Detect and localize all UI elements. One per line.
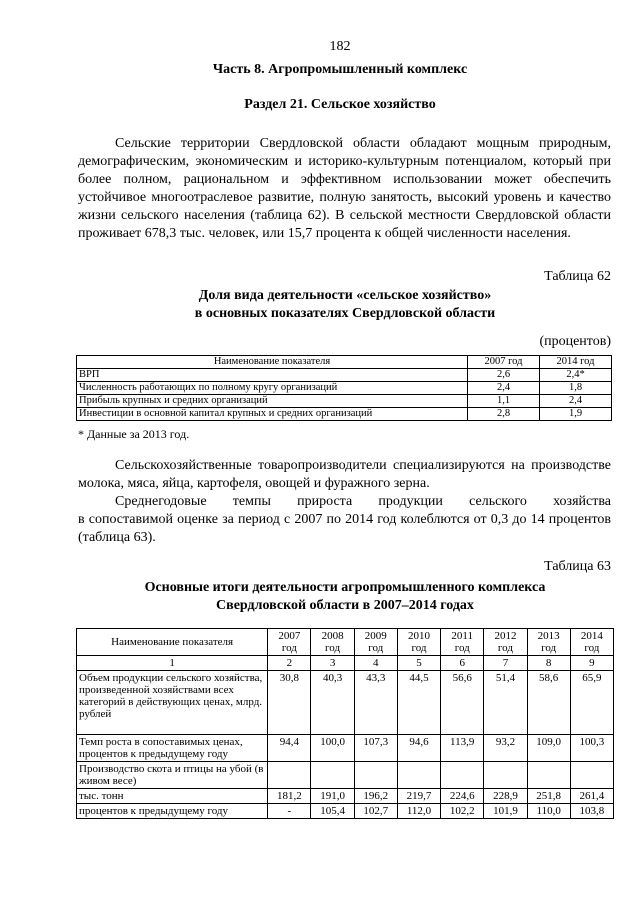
header-name: Наименование показателя xyxy=(77,356,468,369)
column-number: 2 xyxy=(268,656,311,671)
table-62-title-line-1: Доля вида деятельности «сельское хозяйство» xyxy=(198,288,492,303)
section-title: Раздел 21. Сельское хозяйство xyxy=(244,97,436,112)
row-name: тыс. тонн xyxy=(77,789,268,804)
year: 2011 xyxy=(451,630,474,642)
row-name: Производство скота и птицы на убой (в живом весе) xyxy=(77,762,268,789)
header-year xyxy=(397,629,440,656)
cell-value xyxy=(441,762,484,789)
header-year xyxy=(570,629,613,656)
paragraph-producers: Сельскохозяйственные товаропроизводители специализируются на производстве молока, мяса, яйца, картофеля, овощей и фуражного зерна. xyxy=(78,458,611,492)
cell-value xyxy=(570,762,613,789)
cell-value: 56,6 xyxy=(441,671,484,735)
cell-value: 107,3 xyxy=(354,735,397,762)
column-number: 8 xyxy=(527,656,570,671)
cell-value: 181,2 xyxy=(268,789,311,804)
cell-value: 228,9 xyxy=(484,789,527,804)
header-2007: 2007 год xyxy=(468,356,540,369)
year-suffix: год xyxy=(411,642,427,654)
table-62-footnote: * Данные за 2013 год. xyxy=(78,427,190,441)
value-2014: 2,4 xyxy=(540,395,612,408)
row-name: Численность работающих по полному кругу организаций xyxy=(77,382,468,395)
header-2014: 2014 год xyxy=(540,356,612,369)
table-row xyxy=(77,395,612,408)
row-name: Объем продукции сельского хозяйства, произведенной хозяйствами всех категорий в действующих ценах, млрд. рублей xyxy=(77,671,268,735)
cell-value: 44,5 xyxy=(397,671,440,735)
value-2007: 2,6 xyxy=(468,369,540,382)
cell-value: 93,2 xyxy=(484,735,527,762)
cell-value: 102,7 xyxy=(354,804,397,819)
year: 2012 xyxy=(494,630,517,642)
table-62-units: (процентов) xyxy=(539,334,611,349)
table-row xyxy=(77,369,612,382)
column-number: 1 xyxy=(77,656,268,671)
table-63 xyxy=(76,628,614,819)
year: 2010 xyxy=(408,630,430,642)
cell-value: 196,2 xyxy=(354,789,397,804)
table-row xyxy=(77,804,614,819)
cell-value: 103,8 xyxy=(570,804,613,819)
cell-value xyxy=(354,762,397,789)
value-2007: 2,4 xyxy=(468,382,540,395)
header-year xyxy=(268,629,311,656)
table-62-label: Таблица 62 xyxy=(544,269,611,284)
year: 2008 xyxy=(321,630,344,642)
header-year xyxy=(311,629,354,656)
cell-value: 40,3 xyxy=(311,671,354,735)
part-title: Часть 8. Агропромышленный комплекс xyxy=(212,62,468,77)
year-suffix: год xyxy=(281,642,297,654)
column-number: 3 xyxy=(311,656,354,671)
column-number-row xyxy=(77,656,614,671)
paragraph-growth-rates-rest: в сопоставимой оценке за период с 2007 по 2014 год колеблются от 0,3 до 14 процентов (таблица 63). xyxy=(78,512,611,546)
value-2014: 1,8 xyxy=(540,382,612,395)
header-year xyxy=(527,629,570,656)
column-number: 4 xyxy=(354,656,397,671)
table-row xyxy=(77,408,612,421)
year: 2009 xyxy=(364,630,387,642)
table-row xyxy=(77,762,614,789)
cell-value xyxy=(484,762,527,789)
cell-value: 110,0 xyxy=(527,804,570,819)
table-62-title-line-2: в основных показателях Свердловской области xyxy=(194,306,496,321)
cell-value: 224,6 xyxy=(441,789,484,804)
year: 2013 xyxy=(537,630,560,642)
row-name: Темп роста в сопоставимых ценах, процентов к предыдущему году xyxy=(77,735,268,762)
cell-value: 191,0 xyxy=(311,789,354,804)
year: 2007 xyxy=(278,630,301,642)
cell-value: 58,6 xyxy=(527,671,570,735)
row-name: процентов к предыдущему году xyxy=(77,804,268,819)
year-suffix: год xyxy=(454,642,470,654)
table-header-row xyxy=(77,629,614,656)
paragraph-growth-rates xyxy=(78,493,611,547)
header-year xyxy=(441,629,484,656)
cell-value xyxy=(397,762,440,789)
cell-value: 101,9 xyxy=(484,804,527,819)
table-header-row xyxy=(77,356,612,369)
cell-value: 65,9 xyxy=(570,671,613,735)
cell-value: 100,3 xyxy=(570,735,613,762)
cell-value: 94,4 xyxy=(268,735,311,762)
cell-value: 112,0 xyxy=(397,804,440,819)
table-63-label: Таблица 63 xyxy=(544,559,611,574)
header-year xyxy=(354,629,397,656)
cell-value: - xyxy=(268,804,311,819)
cell-value: 113,9 xyxy=(441,735,484,762)
cell-value: 105,4 xyxy=(311,804,354,819)
table-63-title-line-1: Основные итоги деятельности агропромышленного комплекса xyxy=(144,580,546,595)
table-62 xyxy=(76,355,612,421)
value-2007: 1,1 xyxy=(468,395,540,408)
cell-value: 251,8 xyxy=(527,789,570,804)
table-row xyxy=(77,382,612,395)
column-number: 9 xyxy=(570,656,613,671)
year-suffix: год xyxy=(541,642,557,654)
value-2007: 2,8 xyxy=(468,408,540,421)
paragraph-rural-territories: Сельские территории Свердловской области обладают мощным природным, демографическим, экономическим и историко-культурным потенциалом, который при более полном, рациональном и эффективном использовании может обеспечить устойчивое многоотраслевое развитие, полную занятость, высокий уровень и качество жизни сельского населения (таблица 62). В сельской местности Свердловской области проживает 678,3 тыс. человек, или 15,7 процента к общей численности населения. xyxy=(78,136,611,242)
year-suffix: год xyxy=(497,642,513,654)
cell-value: 109,0 xyxy=(527,735,570,762)
row-name: ВРП xyxy=(77,369,468,382)
cell-value: 43,3 xyxy=(354,671,397,735)
cell-value: 219,7 xyxy=(397,789,440,804)
column-number: 5 xyxy=(397,656,440,671)
year: 2014 xyxy=(580,630,603,642)
cell-value xyxy=(311,762,354,789)
cell-value: 51,4 xyxy=(484,671,527,735)
cell-value: 30,8 xyxy=(268,671,311,735)
cell-value: 102,2 xyxy=(441,804,484,819)
header-name: Наименование показателя xyxy=(77,629,268,656)
table-62-title xyxy=(0,287,640,323)
paragraph-growth-rates-line-1: Среднегодовые темпы прироста продукции сельского хозяйства xyxy=(115,494,611,509)
table-row xyxy=(77,735,614,762)
value-2014: 2,4* xyxy=(540,369,612,382)
header-year xyxy=(484,629,527,656)
table-63-title-line-2: Свердловской области в 2007–2014 годах xyxy=(216,598,474,613)
cell-value xyxy=(268,762,311,789)
year-suffix: год xyxy=(368,642,384,654)
table-63-title xyxy=(0,579,640,615)
column-number: 6 xyxy=(441,656,484,671)
page-number: 182 xyxy=(329,39,351,54)
cell-value xyxy=(527,762,570,789)
year-suffix: год xyxy=(584,642,600,654)
cell-value: 94,6 xyxy=(397,735,440,762)
value-2014: 1,9 xyxy=(540,408,612,421)
cell-value: 261,4 xyxy=(570,789,613,804)
table-row xyxy=(77,671,614,735)
row-name: Инвестиции в основной капитал крупных и средних организаций xyxy=(77,408,468,421)
year-suffix: год xyxy=(325,642,341,654)
row-name: Прибыль крупных и средних организаций xyxy=(77,395,468,408)
cell-value: 100,0 xyxy=(311,735,354,762)
table-row xyxy=(77,789,614,804)
column-number: 7 xyxy=(484,656,527,671)
